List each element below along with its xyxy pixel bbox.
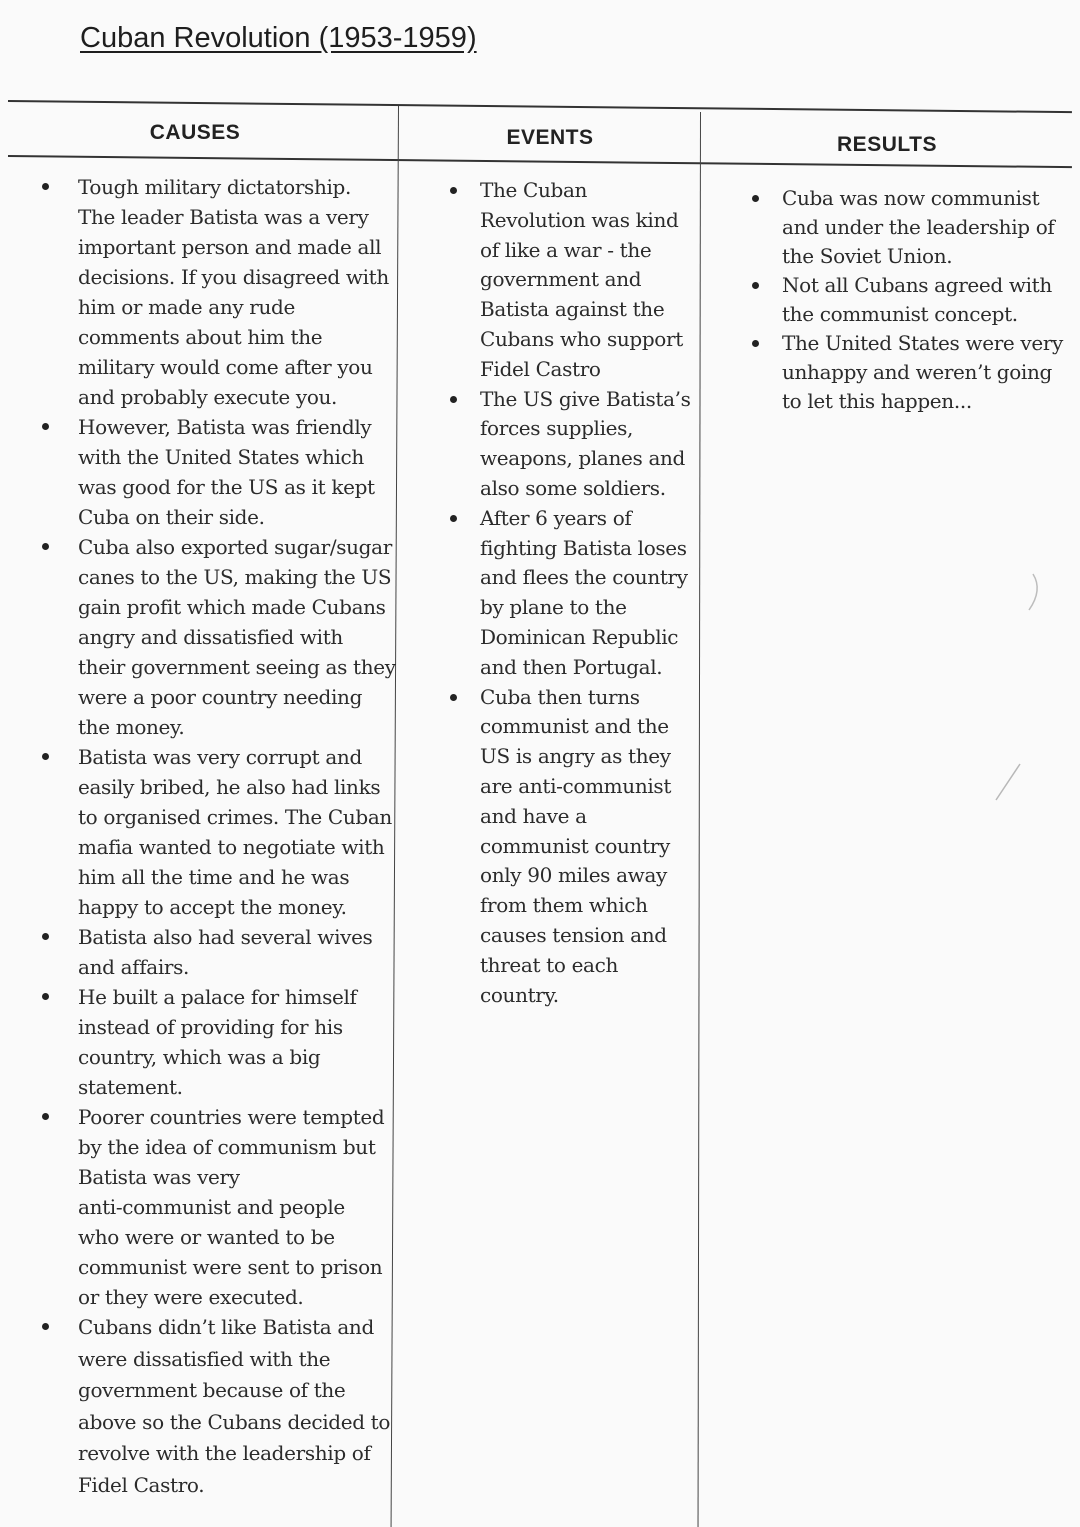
bullet-icon	[752, 282, 759, 289]
events-item-text: The Cuban Revolution was kind of like a war - the government and Batista against the Cubans who support Fidel Castro	[480, 178, 683, 381]
causes-item	[78, 532, 408, 742]
causes-item-text: Cubans didn’t like Batista and were dissatisfied with the government because of the above so the Cubans decided to revolve with the leadership of Fidel Castro.	[78, 1315, 391, 1497]
causes-item	[78, 982, 408, 1102]
bullet-icon	[450, 694, 457, 701]
results-item-text: Not all Cubans agreed with the communist concept.	[782, 273, 1052, 326]
causes-item-text: Batista also had several wives and affairs.	[78, 925, 373, 979]
bullet-icon	[42, 933, 49, 940]
events-list	[480, 176, 698, 1010]
bullet-icon	[752, 195, 759, 202]
events-item-text: After 6 years of fighting Batista loses and flees the country by plane to the Dominican Republic and then Portugal.	[480, 505, 688, 679]
bullet-icon	[42, 1323, 49, 1330]
causes-item-text: Cuba also exported sugar/sugar canes to the US, making the US gain profit which made Cubans angry and dissatisfied with their government seeing as they were a poor country needing the money.	[78, 535, 396, 739]
events-item	[480, 504, 698, 683]
bullet-icon	[42, 423, 49, 430]
causes-item-text: Tough military dictatorship. The leader Batista was a very important person and made all decisions. If you disagreed with him or made any rude comments about him the military would come after you and probably execute you.	[78, 175, 389, 409]
causes-header: CAUSES	[149, 121, 241, 144]
column-divider-2	[698, 112, 701, 1527]
events-item-text: The US give Batista’s forces supplies, weapons, planes and also some soldiers.	[480, 386, 691, 500]
causes-item-text: However, Batista was friendly with the United States which was good for the US as it kept Cuba on their side.	[78, 415, 375, 529]
causes-item	[78, 172, 408, 412]
events-item	[480, 176, 698, 385]
causes-item	[78, 1312, 408, 1501]
bullet-icon	[42, 993, 49, 1000]
bullet-icon	[42, 1113, 49, 1120]
causes-item-text: Poorer countries were tempted by the idea of communism but Batista was very anti-communist and people who were or wanted to be communist were sent to prison or they were executed.	[78, 1105, 385, 1309]
pencil-mark-1	[1015, 570, 1045, 620]
events-item-text: Cuba then turns communist and the US is angry as they are anti-communist and have a communist country only 90 miles away from them which causes tension and threat to each country.	[480, 684, 672, 1007]
results-item	[782, 271, 1067, 329]
events-item	[480, 385, 698, 504]
events-header: EVENTS	[506, 126, 594, 149]
events-item	[480, 683, 698, 1011]
bullet-icon	[752, 340, 759, 347]
causes-item-text: Batista was very corrupt and easily bribed, he also had links to organised crimes. The Cuban mafia wanted to negotiate with him all the time and he was happy to accept the money.	[78, 745, 392, 919]
causes-item	[78, 412, 408, 532]
causes-item	[78, 1102, 408, 1312]
bullet-icon	[42, 543, 49, 550]
bullet-icon	[450, 396, 457, 403]
results-item-text: The United States were very unhappy and weren’t going to let this happen...	[782, 331, 1063, 413]
bullet-icon	[42, 753, 49, 760]
results-list	[782, 184, 1067, 416]
results-item	[782, 184, 1067, 271]
results-header: RESULTS	[837, 133, 937, 156]
pencil-mark-2	[990, 760, 1030, 810]
results-item	[782, 329, 1067, 416]
table-top-rule	[8, 100, 1072, 113]
bullet-icon	[42, 183, 49, 190]
bullet-icon	[450, 515, 457, 522]
causes-item-text: He built a palace for himself instead of providing for his country, which was a big statement.	[78, 985, 357, 1099]
causes-item	[78, 922, 408, 982]
causes-item	[78, 742, 408, 922]
causes-list	[78, 172, 408, 1501]
bullet-icon	[450, 187, 457, 194]
page-title: Cuban Revolution (1953-1959)	[80, 22, 477, 54]
results-item-text: Cuba was now communist and under the leadership of the Soviet Union.	[782, 186, 1055, 268]
